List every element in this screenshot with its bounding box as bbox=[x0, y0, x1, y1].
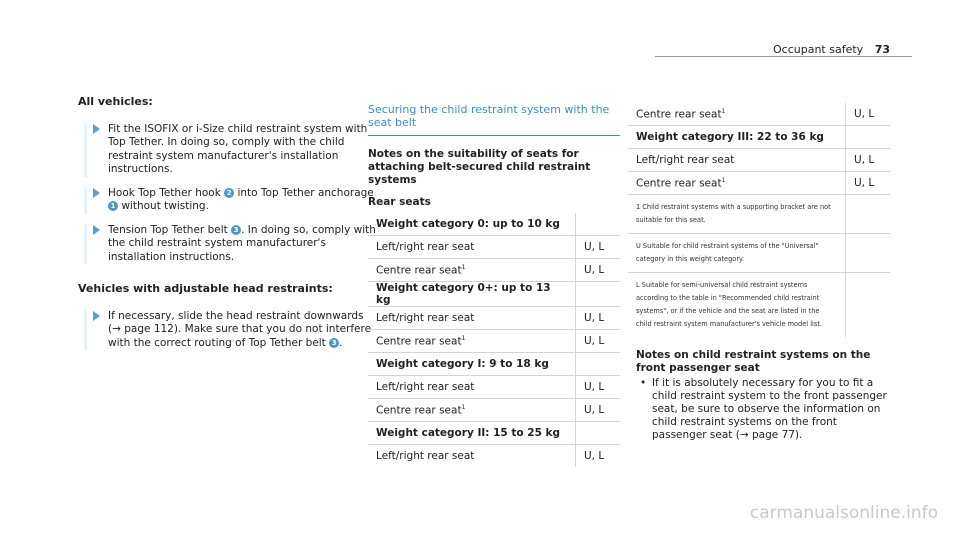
footnote-row bbox=[628, 234, 890, 273]
suitability-value: U, L bbox=[846, 149, 891, 172]
callout-badge: 3 bbox=[329, 338, 339, 348]
page-number: 73 bbox=[874, 43, 890, 56]
table-row bbox=[368, 236, 620, 259]
seat-label: Centre rear seat$^1$ bbox=[368, 259, 576, 282]
footnote-ref: 1 bbox=[461, 403, 466, 411]
footnote-row bbox=[628, 273, 890, 338]
table-category-row bbox=[368, 213, 620, 236]
step-2: Hook Top Tether hook 2 into Top Tether anchorage 1 without twisting. bbox=[78, 187, 378, 214]
page-ref-arrow-icon: → bbox=[112, 323, 121, 335]
suitability-table-rear bbox=[368, 213, 620, 467]
suitability-value bbox=[576, 282, 621, 307]
seat-label: Centre rear seat$^1$ bbox=[368, 330, 576, 353]
footnote-ref: 1 bbox=[461, 263, 466, 271]
watermark: carmanualsonline.info bbox=[749, 503, 938, 523]
step-arrow-icon bbox=[93, 225, 100, 235]
seat-label: Weight category II: 15 to 25 kg bbox=[368, 422, 576, 445]
footnote-ref: 1 bbox=[721, 176, 726, 184]
seat-label: Left/right rear seat bbox=[628, 149, 846, 172]
table-row bbox=[368, 445, 620, 468]
middle-column bbox=[368, 103, 620, 467]
subheading-suitability: Notes on the suitability of seats for attaching belt-secured child restraint systems bbox=[368, 148, 591, 186]
footnote-text: U Suitable for child restraint systems of the "Universal" category in this weight category. bbox=[628, 234, 846, 273]
heading-all-vehicles: All vehicles: bbox=[78, 95, 153, 108]
table-row bbox=[368, 376, 620, 399]
table-row bbox=[368, 330, 620, 353]
section-title-seat-belt: Securing the child restraint system with the seat belt bbox=[368, 103, 610, 129]
seat-label: Weight category III: 22 to 36 kg bbox=[628, 126, 846, 149]
suitability-value: U, L bbox=[576, 307, 621, 330]
seat-label: Left/right rear seat bbox=[376, 450, 475, 462]
step-arrow-icon bbox=[93, 188, 100, 198]
seat-label: Weight category I: 9 to 18 kg bbox=[368, 353, 576, 376]
bullet-icon: • bbox=[640, 377, 647, 389]
suitability-value bbox=[576, 213, 621, 236]
footnote-ref: 1 bbox=[721, 107, 726, 115]
running-header bbox=[773, 43, 890, 56]
table-category-row bbox=[628, 126, 890, 149]
step-arrow-icon bbox=[93, 124, 100, 134]
section-title: Occupant safety bbox=[773, 43, 864, 56]
subheading-rear-seats: Rear seats bbox=[368, 196, 431, 208]
seat-label: Centre rear seat$^1$ bbox=[628, 103, 846, 126]
left-column bbox=[78, 95, 378, 360]
suitability-value: U, L bbox=[576, 330, 621, 353]
step-1: Fit the ISOFIX or i-Size child restraint system with Top Tether. In doing so, comply with the child restraint system manufacturer's installation instructions. bbox=[78, 123, 378, 177]
step-3: Tension Top Tether belt 3 . In doing so, comply with the child restraint system manufacturer's installation instructions. bbox=[78, 224, 378, 265]
suitability-value bbox=[576, 422, 621, 445]
title-rule bbox=[368, 135, 620, 136]
header-rule bbox=[655, 56, 912, 57]
page-ref-arrow-icon: → bbox=[739, 429, 749, 441]
suitability-value bbox=[576, 353, 621, 376]
step-4: If necessary, slide the head restraint downwards (→ page 112). Make sure that you do not interfere with the correct routing of Top Tether belt 3 . bbox=[78, 310, 378, 351]
footnote-row bbox=[628, 195, 890, 234]
callout-badge: 2 bbox=[224, 188, 234, 198]
table-row bbox=[628, 172, 890, 195]
table-row bbox=[368, 307, 620, 330]
suitability-table-continued bbox=[628, 103, 890, 337]
table-row bbox=[368, 259, 620, 282]
seat-label: Left/right rear seat bbox=[368, 236, 576, 259]
step-arrow-icon bbox=[93, 311, 100, 321]
suitability-value: U, L bbox=[846, 172, 891, 195]
footnote-text: L Suitable for semi-universal child restraint systems according to the table in "Recommended child restraint systems", or if the vehicle and the seat are listed in the child restraint system manufacturer's vehicle model list. bbox=[636, 281, 823, 328]
seat-label: Weight category 0+: up to 13 kg bbox=[368, 282, 576, 307]
seat-label: Left/right rear seat bbox=[368, 376, 576, 399]
footnote-ref: 1 bbox=[461, 334, 466, 342]
suitability-value: U, L bbox=[576, 445, 621, 468]
table-category-row bbox=[368, 282, 620, 307]
table-row bbox=[368, 399, 620, 422]
table-row bbox=[628, 103, 890, 126]
suitability-value: U, L bbox=[576, 259, 621, 282]
suitability-value: U, L bbox=[576, 236, 621, 259]
heading-adjustable-head-restraints: Vehicles with adjustable head restraints: bbox=[78, 282, 333, 295]
table-category-row bbox=[368, 353, 620, 376]
right-column bbox=[628, 103, 890, 442]
suitability-value: U, L bbox=[846, 103, 891, 126]
list-item: • If it is absolutely necessary for you to fit a child restraint system to the front passenger seat, be sure to observe the information on child restraint systems on the front passenger seat (→ page 77). bbox=[640, 377, 887, 441]
heading-front-passenger-notes: Notes on child restraint systems on the front passenger seat bbox=[636, 349, 871, 374]
callout-badge: 3 bbox=[231, 225, 241, 235]
suitability-value: U, L bbox=[576, 399, 621, 422]
table-category-row bbox=[368, 422, 620, 445]
seat-label: Left/right rear seat bbox=[368, 307, 576, 330]
table-row bbox=[628, 149, 890, 172]
seat-label: Centre rear seat$^1$ bbox=[368, 399, 576, 422]
seat-label: Centre rear seat$^1$ bbox=[628, 172, 846, 195]
suitability-value bbox=[846, 126, 891, 149]
footnote-text: 1 Child restraint systems with a supporting bracket are not suitable for this seat. bbox=[628, 195, 846, 234]
callout-badge: 1 bbox=[108, 201, 118, 211]
suitability-value: U, L bbox=[576, 376, 621, 399]
seat-label: Weight category 0: up to 10 kg bbox=[368, 213, 576, 236]
